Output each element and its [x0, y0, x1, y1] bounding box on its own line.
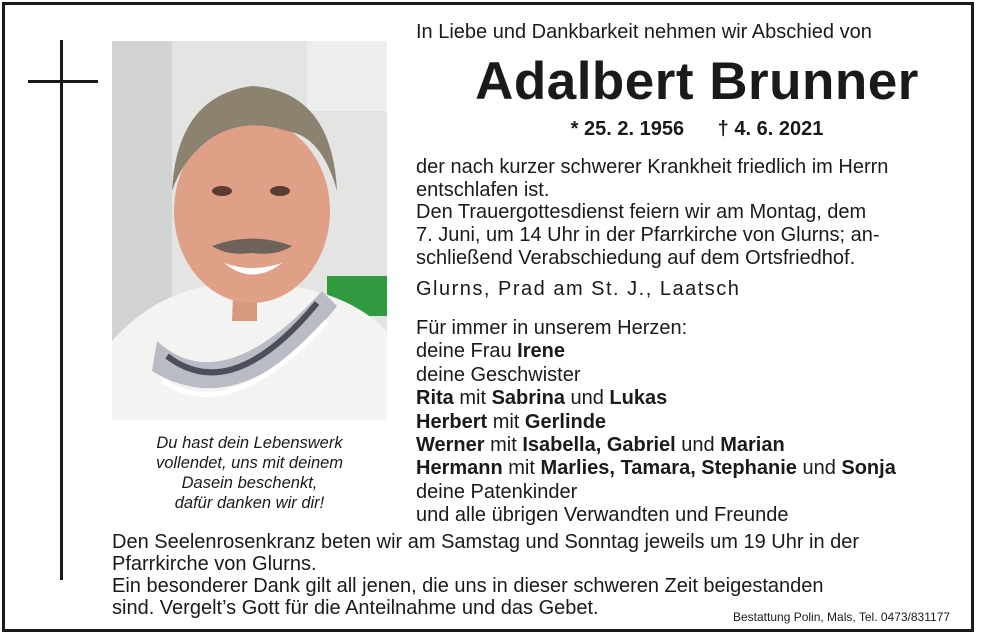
memorial-caption	[112, 433, 387, 513]
family-row: Herbert mit Gerlinde	[416, 410, 607, 433]
body-line: Den Trauergottesdienst feiern wir am Montag, dem	[416, 201, 867, 224]
closing-text	[112, 531, 958, 619]
caption-line: dafür danken wir dir!	[174, 494, 325, 512]
closing-line: sind. Vergelt’s Gott für die Anteilnahme und das Gebet.	[112, 597, 599, 619]
portrait-photo	[112, 41, 387, 420]
family-row: Werner mit Isabella, Gabriel und Marian	[416, 434, 785, 457]
family-row: deine Patenkinder	[416, 480, 578, 503]
closing-line: Ein besonderer Dank gilt all jenen, die uns in dieser schweren Zeit beigestanden	[112, 575, 824, 597]
funeral-home-credit: Bestattung Polin, Mals, Tel. 0473/831177	[733, 610, 951, 624]
birth-date: * 25. 2. 1956	[570, 118, 685, 140]
family-member: Irene	[517, 340, 565, 363]
family-list	[416, 317, 896, 528]
body-line: der nach kurzer schwerer Krankheit friedlich im Herrn	[416, 156, 889, 178]
cross-icon-bar	[28, 80, 98, 83]
death-date: † 4. 6. 2021	[717, 118, 824, 140]
family-row: deine Geschwister	[416, 363, 581, 386]
family-row: deine Frau Irene	[416, 340, 565, 363]
closing-line: Den Seelenrosenkranz beten wir am Samstag und Sonntag jeweils um 19 Uhr in der	[112, 531, 860, 553]
places-line: Glurns, Prad am St. J., Laatsch	[416, 278, 741, 300]
cross-icon	[60, 40, 63, 580]
deceased-name: Adalbert Brunner	[475, 52, 919, 111]
caption-line: Dasein beschenkt,	[181, 474, 318, 492]
family-row: und alle übrigen Verwandten und Freunde	[416, 504, 789, 527]
body-line: 7. Juni, um 14 Uhr in der Pfarrkirche von Glurns; an-	[416, 224, 880, 247]
intro-text: In Liebe und Dankbarkeit nehmen wir Abschied von	[416, 21, 872, 43]
family-row: Hermann mit Marlies, Tamara, Stephanie und Sonja	[416, 457, 896, 480]
body-line: schließend Verabschiedung auf dem Ortsfriedhof.	[416, 246, 856, 269]
caption-line: vollendet, uns mit deinem	[155, 454, 344, 472]
closing-line: Pfarrkirche von Glurns.	[112, 553, 317, 575]
caption-line: Du hast dein Lebenswerk	[156, 434, 343, 452]
family-heading: Für immer in unserem Herzen:	[416, 317, 688, 339]
life-dates	[416, 117, 978, 141]
family-row: Rita mit Sabrina und Lukas	[416, 387, 668, 410]
announcement-text	[416, 156, 956, 270]
body-line: entschlafen ist.	[416, 178, 550, 201]
